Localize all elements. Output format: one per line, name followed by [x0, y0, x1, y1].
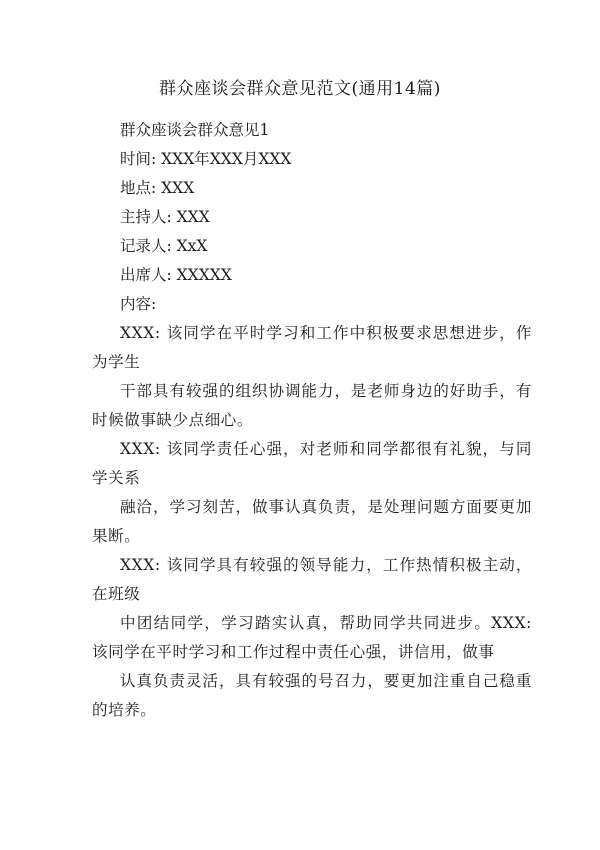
- section-heading: 群众座谈会群众意见1: [120, 121, 270, 139]
- content-label: 内容:: [120, 295, 157, 313]
- paragraph: 认真负责灵活，具有较强的号召力，要更加注重自己稳重的培养。: [92, 672, 532, 719]
- paragraph: 干部具有较强的组织协调能力，是老师身边的好助手，有时候做事缺少点细心。: [92, 382, 532, 429]
- meta-time: 时间: XXX年XXX月XXX: [120, 150, 292, 168]
- paragraph: XXX: 该同学责任心强，对老师和同学都很有礼貌，与同学关系: [92, 440, 532, 487]
- meta-host: 主持人: XXX: [120, 208, 210, 226]
- meta-recorder: 记录人: XxX: [120, 237, 208, 255]
- paragraph: 融洽，学习刻苦，做事认真负责，是处理问题方面要更加果断。: [92, 498, 532, 545]
- meta-place: 地点: XXX: [120, 179, 195, 197]
- paragraph: XXX: 该同学在平时学习和工作中积极要求思想进步，作为学生: [92, 324, 532, 371]
- paragraph: XXX: 该同学具有较强的领导能力，工作热情积极主动，在班级: [92, 556, 532, 603]
- meta-attendees: 出席人: XXXXX: [120, 266, 232, 284]
- document-title: 群众座谈会群众意见范文(通用14篇): [159, 79, 441, 99]
- paragraph: 中团结同学，学习踏实认真，帮助同学共同进步。XXX: 该同学在平时学习和工作过程中责任心强，讲信用，做事: [92, 614, 532, 661]
- document-body: [92, 116, 532, 725]
